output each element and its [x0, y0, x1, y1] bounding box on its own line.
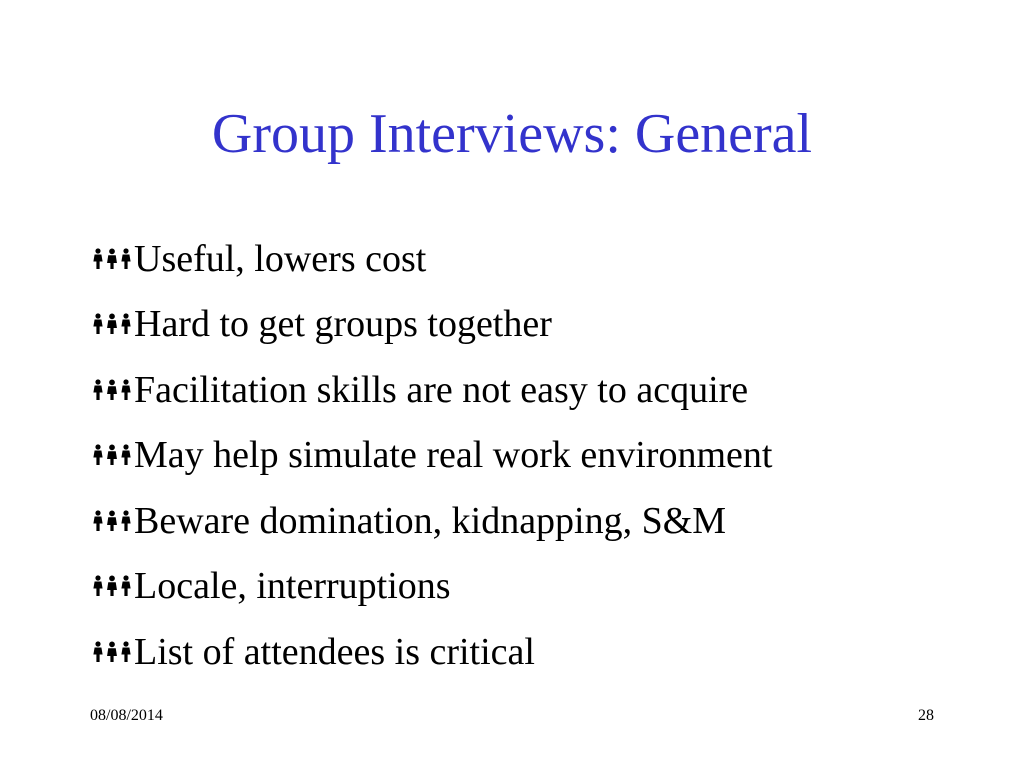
people-group-icon — [90, 443, 134, 467]
bullet-item — [90, 554, 772, 620]
bullet-item — [90, 488, 772, 554]
bullet-text: Hard to get groups together — [134, 303, 552, 346]
bullet-list — [90, 226, 772, 685]
bullet-text: May help simulate real work environment — [134, 434, 773, 477]
bullet-item — [90, 619, 772, 685]
bullet-item — [90, 357, 772, 423]
footer-date: 08/08/2014 — [90, 707, 163, 724]
bullet-item — [90, 423, 772, 489]
bullet-text: Useful, lowers cost — [134, 237, 427, 280]
people-group-icon — [90, 574, 134, 598]
people-group-icon — [90, 312, 134, 336]
people-group-icon — [90, 509, 134, 533]
people-group-icon — [90, 247, 134, 271]
people-group-icon — [90, 378, 134, 402]
bullet-item — [90, 226, 772, 292]
bullet-text: Locale, interruptions — [134, 565, 451, 608]
people-group-icon — [90, 640, 134, 664]
bullet-text: List of attendees is critical — [134, 630, 535, 673]
slide-title: Group Interviews: General — [211, 103, 813, 165]
bullet-item — [90, 292, 772, 358]
bullet-text: Beware domination, kidnapping, S&M — [134, 499, 727, 542]
bullet-text: Facilitation skills are not easy to acquire — [134, 368, 749, 411]
page-number: 28 — [918, 707, 934, 724]
